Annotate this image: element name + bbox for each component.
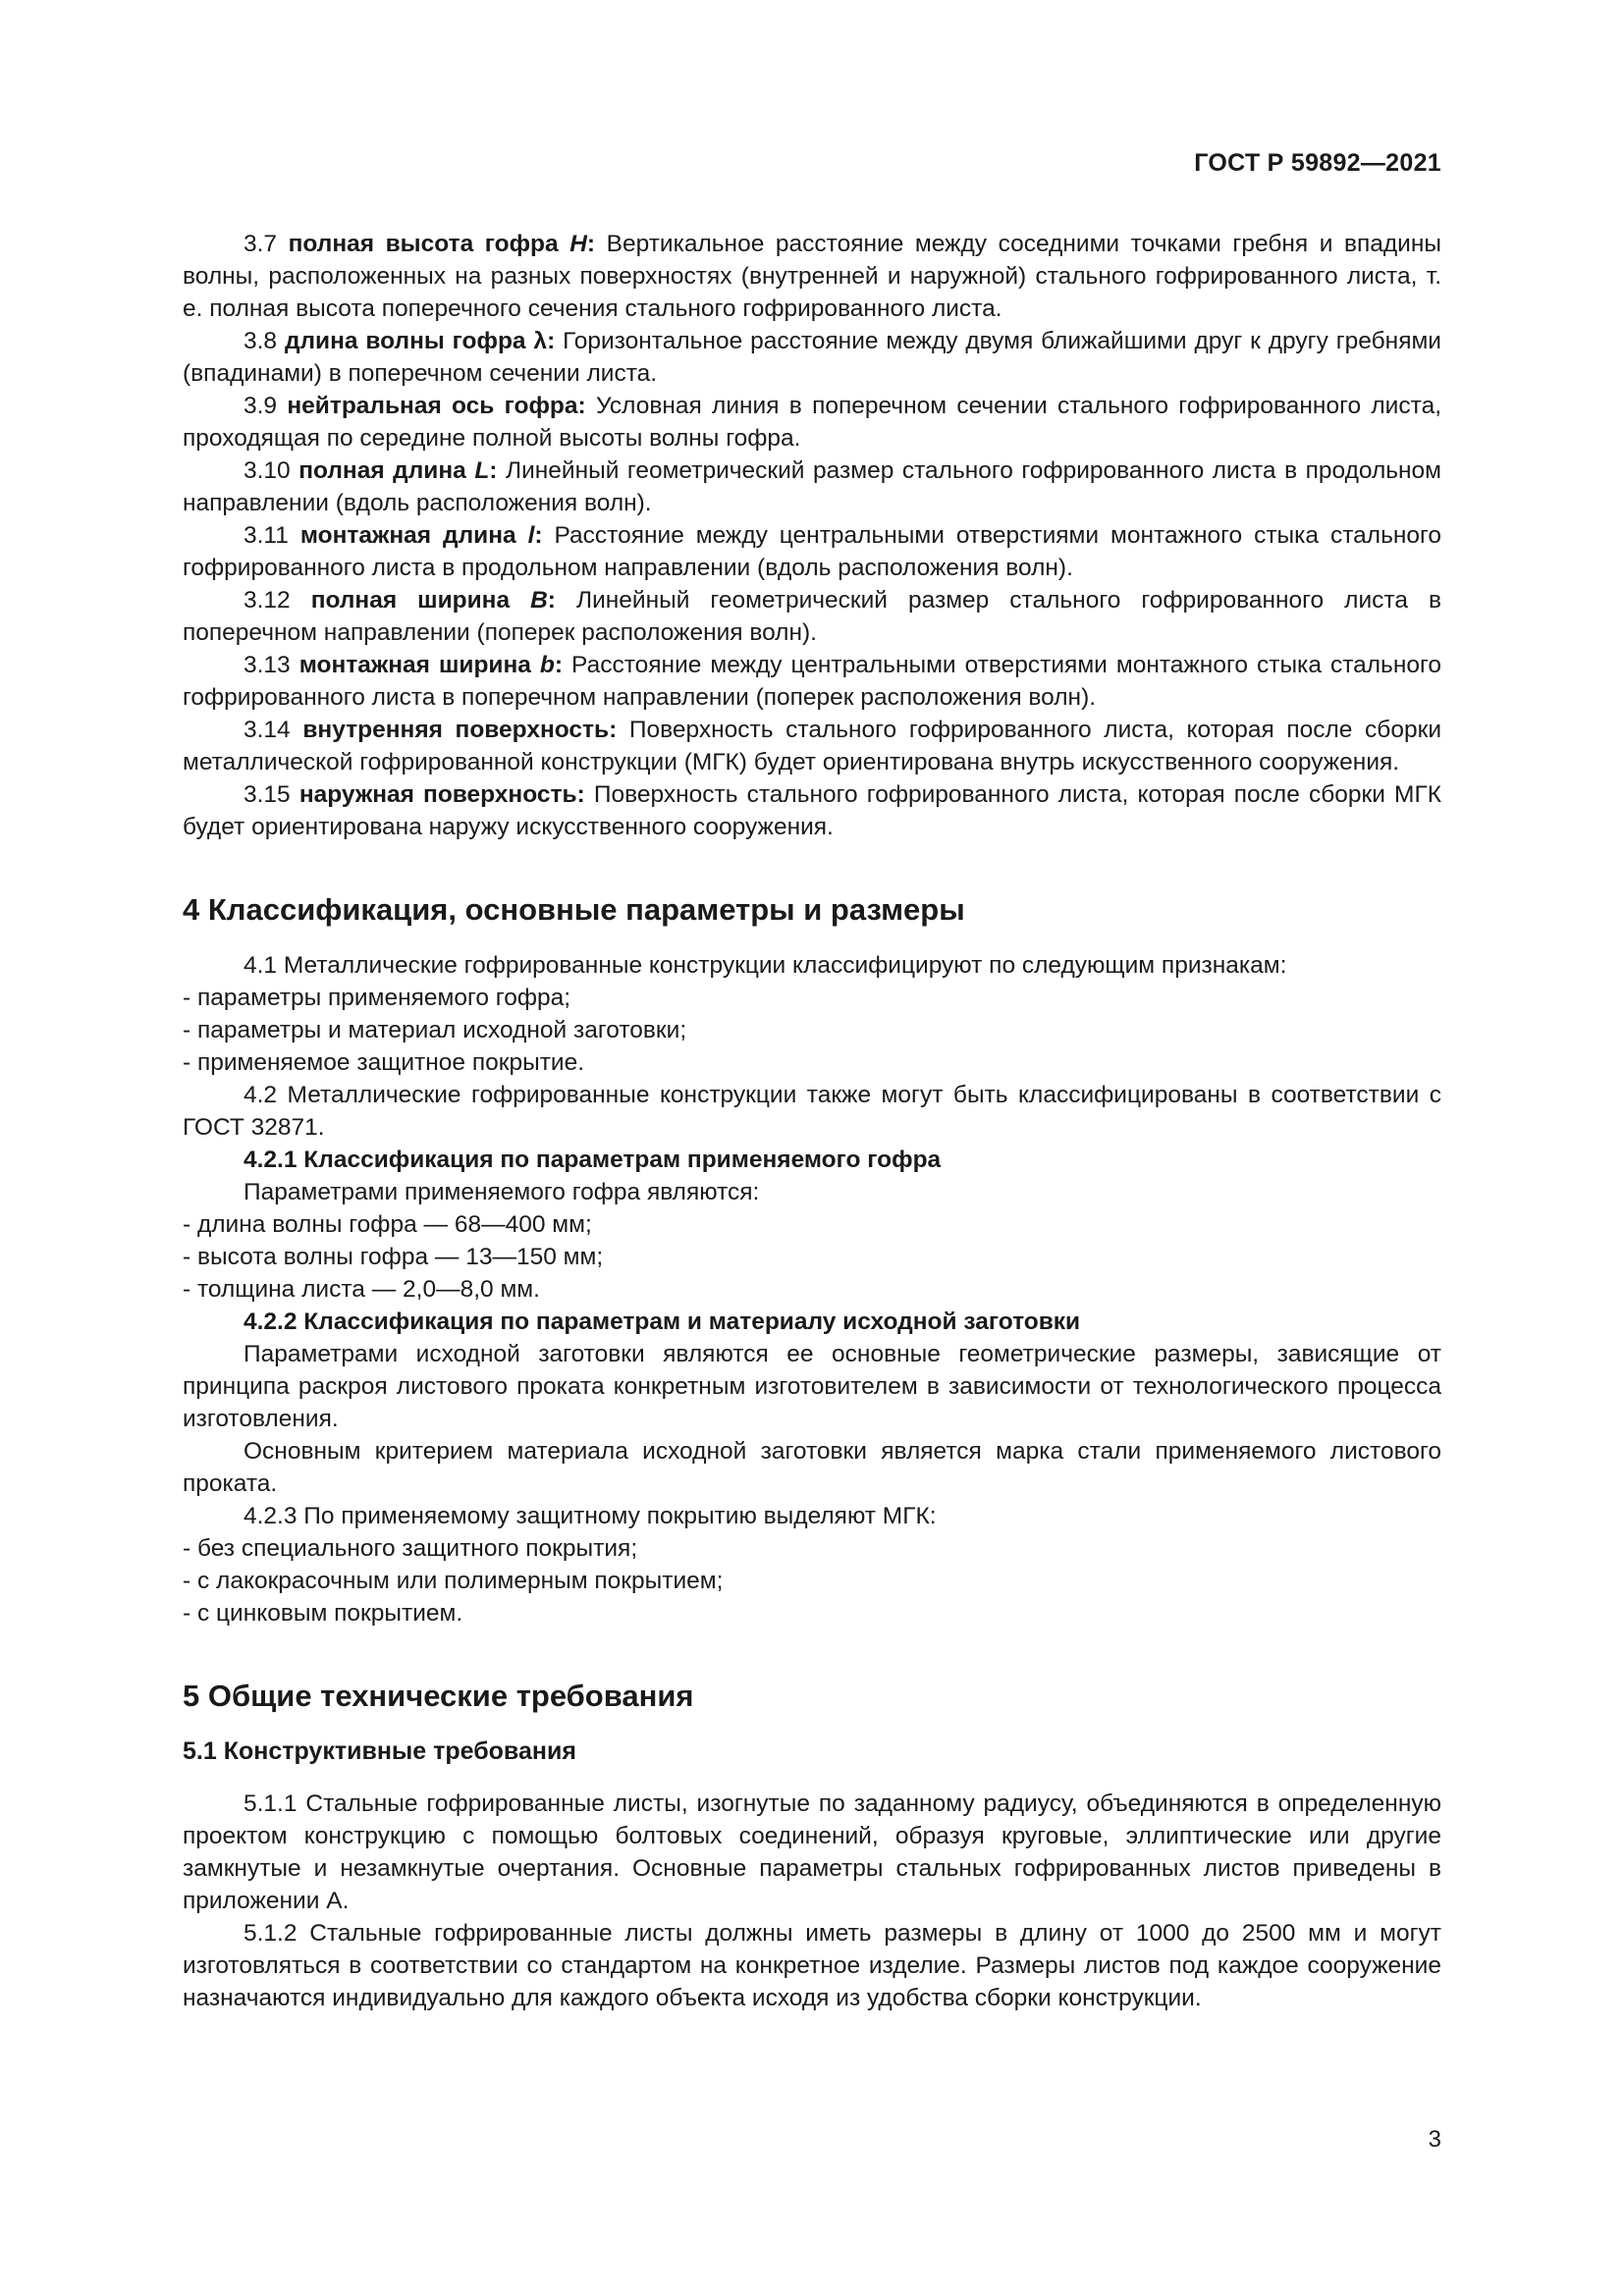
term: наружная поверхность: (298, 781, 585, 808)
definition-text: Поверхность стального гофрированного листа, которая после сборки МГК будет ориентирована наружу искусственного сооружения. (183, 781, 1442, 840)
definition-3-14 (183, 714, 1441, 778)
paragraph-4-1: 4.1 Металлические гофрированные конструкции классифицируют по следующим признакам: (244, 952, 1287, 979)
term-symbol: b (539, 652, 555, 678)
definition-3-8: 3.8 длина волны гофра λ: Горизонтальное расстояние между двумя ближайшими друг к другу гребнями (впадинами) в поперечном сечении листа. (183, 328, 1441, 387)
definition-text: Расстояние между центральными отверстиями монтажного стыка стального гофрированного листа в поперечном направлении (поперек расположения волн). (183, 652, 1441, 711)
definition-3-7: 3.7 полная высота гофра H: Вертикальное расстояние между соседними точками гребня и впадины волны, расположенных на разных поверхностях (внутренней и наружной) стального гофрированного листа, т. е. полная высота поперечного сечения стального гофрированного листа. (183, 231, 1441, 322)
list-item: - высота волны гофра — 13—150 мм; (183, 1244, 604, 1270)
list-item: - толщина листа — 2,0—8,0 мм. (183, 1276, 540, 1303)
term-symbol: H (569, 231, 587, 257)
paragraph-5-1-1: 5.1.1 Стальные гофрированные листы, изогнутые по заданному радиусу, объединяются в определенную проектом конструкцию с помощью болтовых соединений, образуя круговые, эллиптические или другие замкнутые и незамкнутые очертания. Основные параметры стальных гофрированных листов приведены в приложении А. (183, 1790, 1441, 1914)
section-4-title: 4 Классификация, основные параметры и размеры (183, 892, 965, 927)
definition-3-11: 3.11 монтажная длина l: Расстояние между центральными отверстиями монтажного стыка стального гофрированного листа в продольном направлении (вдоль расположения волн). (183, 522, 1442, 581)
list-item: - параметры применяемого гофра; (183, 985, 571, 1011)
clause-number: 3.10 (244, 457, 291, 484)
clause-number: 3.9 (244, 393, 278, 419)
definition-3-13: 3.13 монтажная ширина b: Расстояние между центральными отверстиями монтажного стыка стального гофрированного листа в поперечном направлении (поперек расположения волн). (183, 652, 1441, 711)
paragraph-4-2: 4.2 Металлические гофрированные конструкции также могут быть классифицированы в соответствии с ГОСТ 32871. (183, 1082, 1441, 1141)
term-symbol: λ (533, 328, 548, 354)
list-item: - с цинковым покрытием. (183, 1600, 463, 1627)
term: внутренняя поверхность: (302, 717, 618, 743)
list-item: - с лакокрасочным или полимерным покрытием; (183, 1568, 724, 1594)
section-5-title: 5 Общие технические требования (183, 1679, 694, 1713)
definition-3-12: 3.12 полная ширина B: Линейный геометрический размер стального гофрированного листа в поперечном направлении (поперек расположения волн). (183, 587, 1442, 646)
subsection-4-2-1-heading: 4.2.1 Классификация по параметрам применяемого гофра (244, 1147, 942, 1173)
definition-text: Вертикальное расстояние между соседними точками гребня и впадины волны, расположенных на разных поверхностях (внутренней и наружной) стального гофрированного листа, т. е. полная высота поперечного сечения стального гофрированного листа. (183, 231, 1441, 322)
definition-text: Линейный геометрический размер стального гофрированного листа в продольном направлении (вдоль расположения волн). (183, 457, 1442, 516)
list-item: - применяемое защитное покрытие. (183, 1049, 585, 1076)
document-header: ГОСТ Р 59892—2021 (1194, 149, 1441, 177)
clause-number: 3.12 (244, 587, 291, 614)
term: монтажная ширина (298, 652, 531, 678)
term: полная длина (298, 457, 466, 484)
list-item: - длина волны гофра — 68—400 мм; (183, 1211, 592, 1238)
term: нейтральная ось гофра: (287, 393, 586, 419)
definitions (183, 228, 1441, 843)
section-5-body (183, 1735, 1441, 2014)
definition-text: Расстояние между центральными отверстиями монтажного стыка стального гофрированного листа в продольном направлении (вдоль расположения волн). (183, 522, 1442, 581)
term-symbol: L (474, 457, 490, 484)
definition-text: Горизонтальное расстояние между двумя ближайшими друг к другу гребнями (впадинами) в поперечном сечении листа. (183, 328, 1441, 387)
definition-text: Поверхность стального гофрированного листа, которая после сборки металлической гофрированной конструкции (МГК) будет ориентирована внутрь искусственного сооружения. (183, 717, 1441, 775)
page-content (183, 228, 1441, 2014)
subsection-5-1-title: 5.1 Конструктивные требования (183, 1737, 576, 1765)
list-item: - без специального защитного покрытия; (183, 1535, 638, 1562)
clause-number: 3.15 (244, 781, 291, 808)
definition-text: Линейный геометрический размер стального гофрированного листа в поперечном направлении (поперек расположения волн). (183, 587, 1442, 646)
page-number: 3 (1428, 2126, 1441, 2153)
clause-number: 3.8 (244, 328, 278, 354)
term-symbol: B (530, 587, 548, 614)
definition-3-10: 3.10 полная длина L: Линейный геометрический размер стального гофрированного листа в продольном направлении (вдоль расположения волн). (183, 457, 1442, 516)
clause-number: 3.11 (244, 522, 289, 549)
clause-number: 3.13 (244, 652, 291, 678)
list-item: - параметры и материал исходной заготовки; (183, 1017, 687, 1043)
paragraph-4-2-3: 4.2.3 По применяемому защитному покрытию выделяют МГК: (244, 1503, 937, 1529)
term: полная высота гофра (288, 231, 559, 257)
definition-3-15 (183, 778, 1441, 843)
paragraph-4-2-2-b: Основным критерием материала исходной заготовки является марка стали применяемого листового проката. (183, 1438, 1441, 1497)
term: полная ширина (310, 587, 511, 614)
definition-3-9 (183, 390, 1441, 454)
definition-text: Условная линия в поперечном сечении стального гофрированного листа, проходящая по середине полной высоты волны гофра. (183, 393, 1441, 452)
term: монтажная длина (299, 522, 516, 549)
section-4-body (183, 949, 1441, 1629)
clause-number: 3.14 (244, 717, 291, 743)
paragraph-4-2-2-a: Параметрами исходной заготовки являются ее основные геометрические размеры, зависящие от принципа раскроя листового проката конкретным изготовителем в зависимости от технологического процесса изготовления. (183, 1341, 1441, 1432)
subsection-4-2-2-heading: 4.2.2 Классификация по параметрам и материалу исходной заготовки (244, 1308, 1081, 1335)
clause-number: 3.7 (244, 231, 278, 257)
term: длина волны гофра (284, 328, 526, 354)
paragraph-4-2-1: Параметрами применяемого гофра являются: (244, 1179, 760, 1205)
paragraph-5-1-2: 5.1.2 Стальные гофрированные листы должны иметь размеры в длину от 1000 до 2500 мм и могут изготовляться в соответствии со стандартом на конкретное изделие. Размеры листов под каждое сооружение назначаются индивидуально для каждого объекта исходя из удобства сборки конструкции. (183, 1920, 1441, 2011)
term-symbol: l (527, 522, 535, 549)
